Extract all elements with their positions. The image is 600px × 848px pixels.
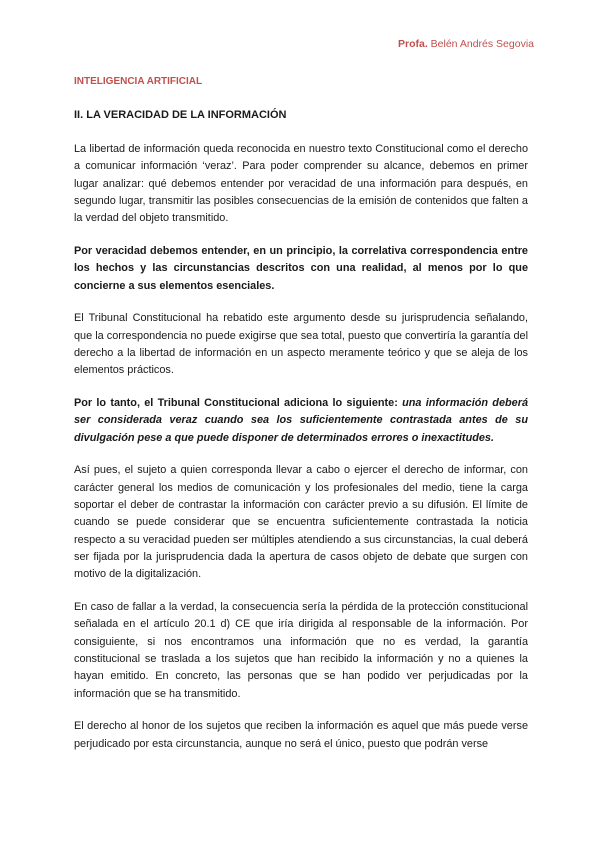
paragraph-1: La libertad de información queda reconocida en nuestro texto Constitucional como el derecho a comunicar información ‘veraz’. Para poder comprender su alcance, debemos en primer lugar analizar: qué debemos entender por veracidad de una información para después, en segundo lugar, transmitir las posibles consecuencias de la emisión de contenidos que falten a la verdad del objeto transmitido.	[74, 143, 528, 225]
paragraph-2: Por veracidad debemos entender, en un principio, la correlativa correspondencia entre los hechos y las circunstancias descritos con una realidad, al menos por lo que concierne a sus elementos esenciales.	[74, 244, 528, 292]
section-label: INTELIGENCIA ARTIFICIAL	[74, 76, 203, 87]
author-name: Belén Andrés Segovia	[427, 38, 534, 50]
author-prefix: Profa.	[397, 38, 428, 50]
header-author	[398, 38, 534, 50]
paragraph-4-lead: Por lo tanto, el Tribunal Constitucional adiciona lo siguiente:	[74, 397, 403, 410]
document-body	[74, 75, 528, 753]
paragraph-4-quote: una información deberá ser considerada veraz cuando sea los suficientemente contrastada antes de su divulgación pese a que puede disponer de determinados errores o inexactitudes.	[74, 397, 529, 444]
paragraph-4	[74, 395, 528, 447]
paragraph-5: Así pues, el sujeto a quien corresponda llevar a cabo o ejercer el derecho de informar, con carácter general los medios de comunicación y los profesionales del medio, tiene la carga soportar el deber de contrastar la información con carácter previo a su difusión. El límite de cuando se puede considerar que se encuentra suficientemente contrastada la noticia respecto a su veracidad pueden ser múltiples atendiendo a sus circunstancias, la cual deberá ser fijada por la jurisprudencia dada la apertura de casos objeto de debate que surgen con motivo de la digitalización.	[74, 464, 528, 581]
paragraph-6: En caso de fallar a la verdad, la consecuencia sería la pérdida de la protección constitucional señalada en el artículo 20.1 d) CE que iría dirigida al responsable de la información. Por consiguiente, si nos encontramos una información que no es verdad, la garantía constitucional se traslada a los sujetos que han recibido la información y no a quienes la hayan emitido. En concreto, las personas que se han podido ver perjudicadas por la información que se ha transmitido.	[74, 601, 528, 700]
paragraph-3: El Tribunal Constitucional ha rebatido este argumento desde su jurisprudencia señalando, que la correspondencia no puede exigirse que sea total, puesto que convertiría la garantía del derecho a la libertad de información en un aspecto meramente teórico y que se aleja de los elementos prácticos.	[74, 312, 528, 377]
paragraph-7: El derecho al honor de los sujetos que reciben la información es aquel que más puede verse perjudicado por esta circunstancia, aunque no será el único, puesto que podrán verse	[74, 720, 528, 750]
section-title: II. LA VERACIDAD DE LA INFORMACIÓN	[74, 109, 287, 121]
